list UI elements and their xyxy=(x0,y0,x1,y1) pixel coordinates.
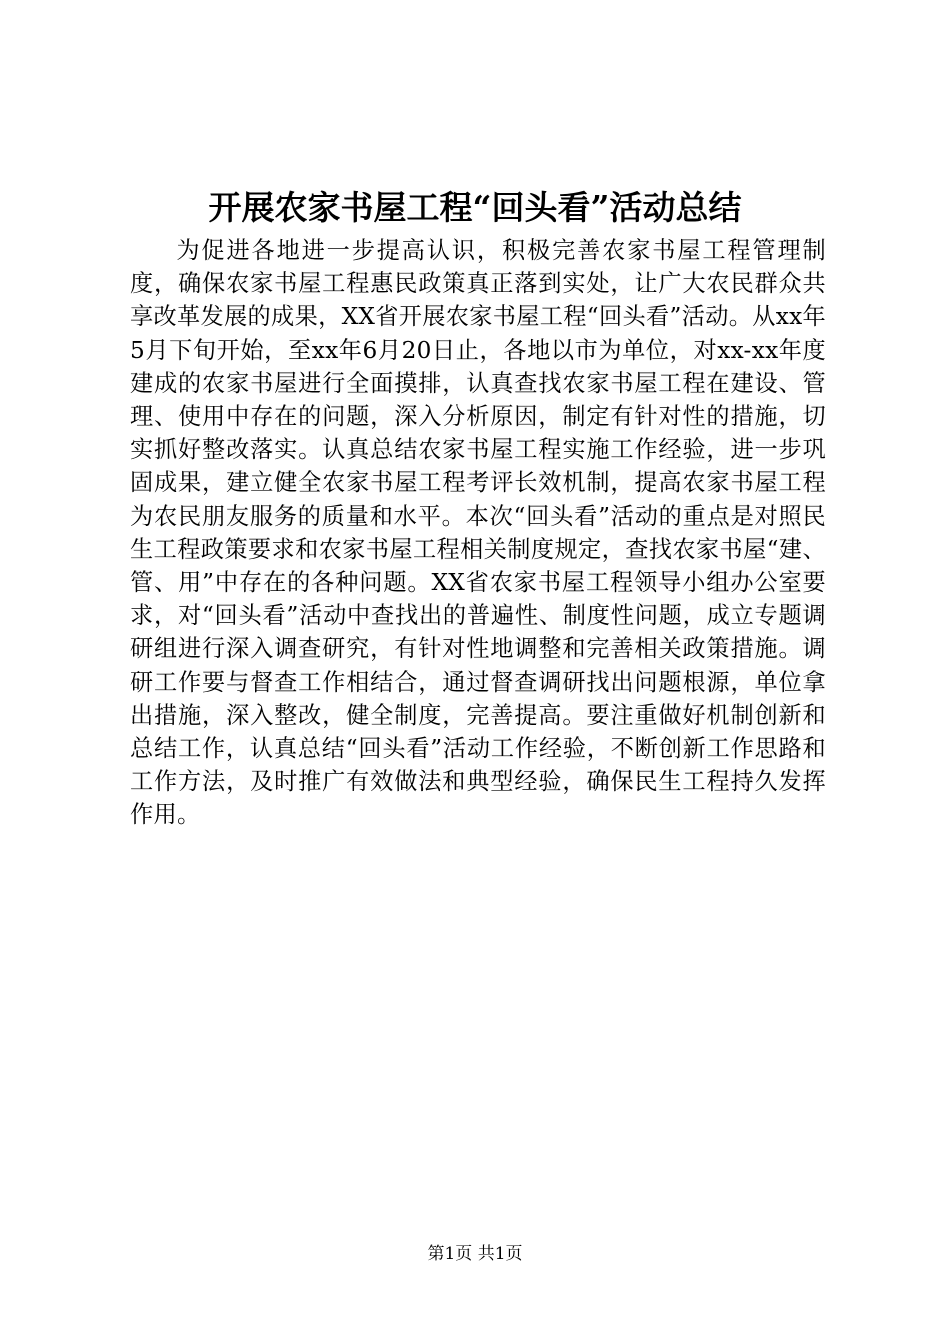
page-footer: 第1页 共1页 xyxy=(427,1244,523,1264)
body-paragraph: 为促进各地进一步提高认识，积极完善农家书屋工程管理制度，确保农家书屋工程惠民政策真正落到实处，让广大农民群众共享改革发展的成果，XX省开展农家书屋工程“回头看”活动。从xx年5月下旬开始，至xx年6月20日止，各地以市为单位，对xx-xx年度建成的农家书屋进行全面摸排，认真查找农家书屋工程在建设、管理、使用中存在的问题，深入分析原因，制定有针对性的措施，切实抓好整改落实。认真总结农家书屋工程实施工作经验，进一步巩固成果，建立健全农家书屋工程考评长效机制，提高农家书屋工程为农民朋友服务的质量和水平。本次“回头看”活动的重点是对照民生工程政策要求和农家书屋工程相关制度规定，查找农家书屋“建、管、用”中存在的各种问题。XX省农家书屋工程领导小组办公室要求，对“回头看”活动中查找出的普遍性、制度性问题，成立专题调研组进行深入调查研究，有针对性地调整和完善相关政策措施。调研工作要与督查工作相结合，通过督查调研找出问题根源，单位拿出措施，深入整改，健全制度，完善提高。要注重做好机制创新和总结工作，认真总结“回头看”活动工作经验，不断创新工作思路和工作方法，及时推广有效做法和典型经验，确保民生工程持久发挥作用。 xyxy=(130,237,826,829)
document-title: 开展农家书屋工程“回头看”活动总结 xyxy=(208,188,742,227)
